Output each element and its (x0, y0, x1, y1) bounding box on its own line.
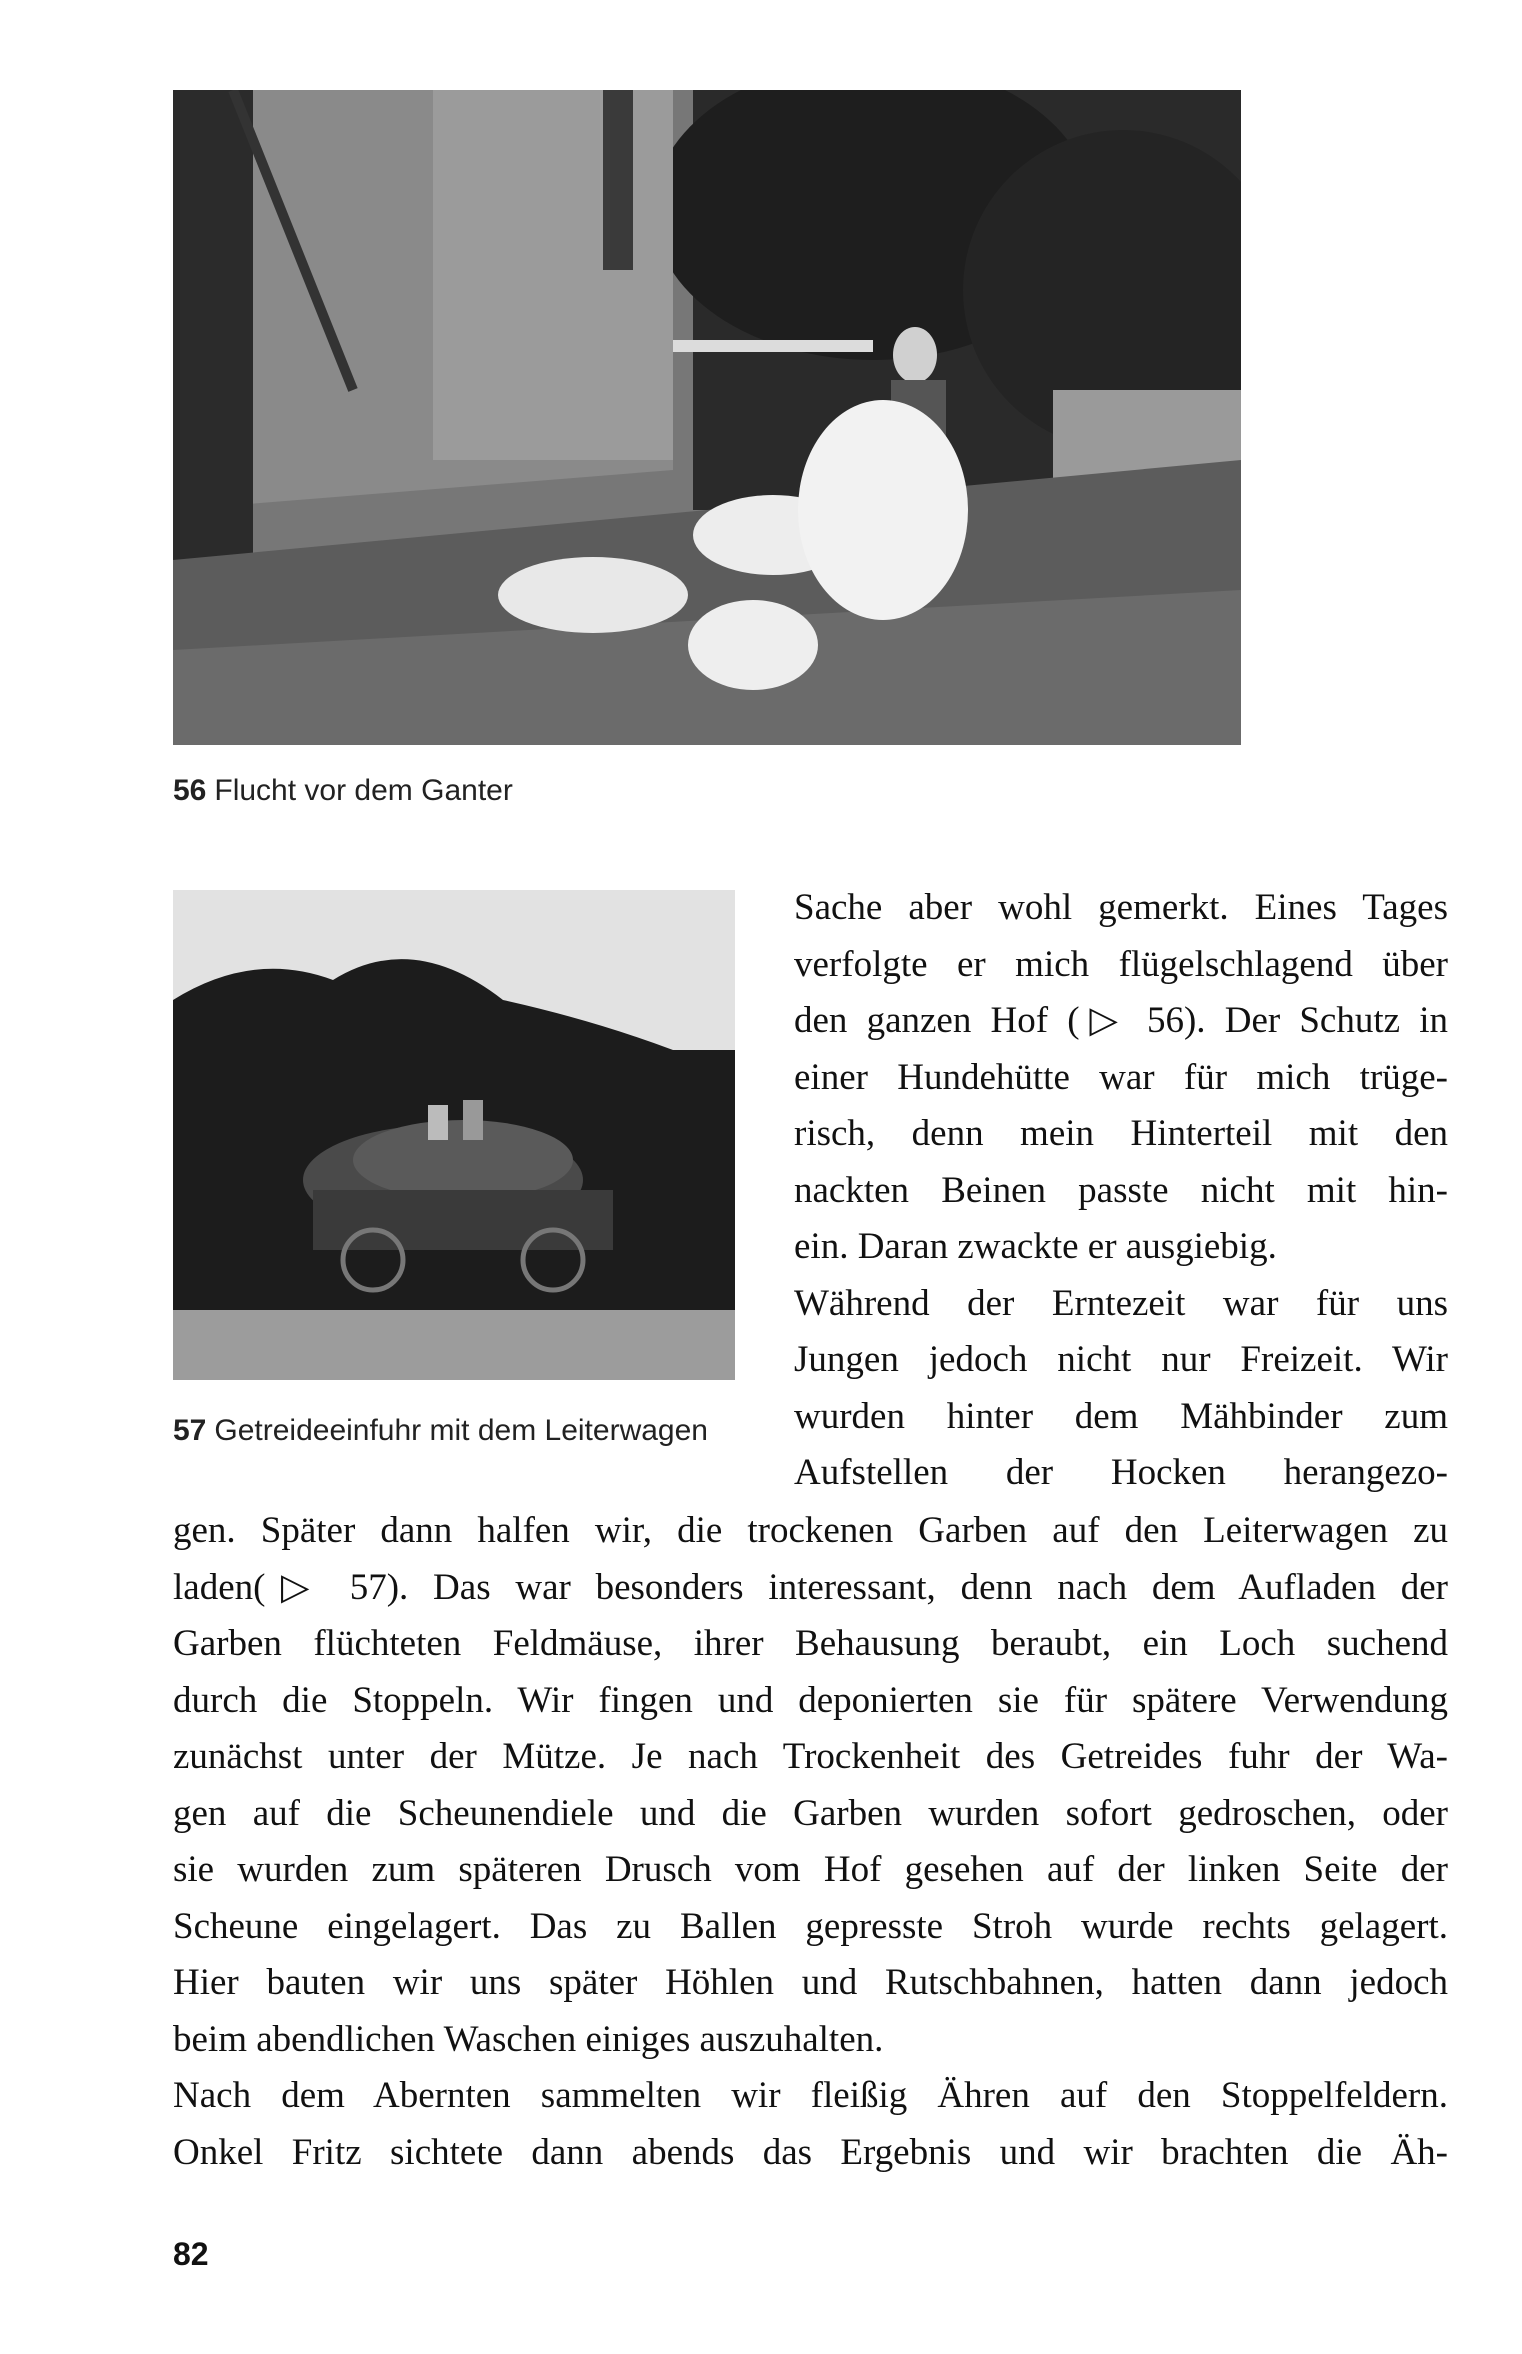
text-line: einer Hundehütte war für mich trüge- (794, 1056, 1448, 1098)
page-number: 82 (173, 2236, 209, 2272)
photo-geese-chase (173, 90, 1241, 745)
text-line: den ganzen Hof (▷ 56). Der Schutz in (794, 1000, 1448, 1041)
text-line: Garben flüchteten Feldmäuse, ihrer Behausung beraubt, ein Loch suchend (173, 1623, 1448, 1664)
text-line: laden(▷ 57). Das war besonders interessant, denn nach dem Aufladen der (173, 1566, 1448, 1608)
text-line: Sache aber wohl gemerkt. Eines Tages (794, 887, 1448, 928)
text-line: zunächst unter der Mütze. Je nach Trockenheit des Getreides fuhr der Wa- (173, 1736, 1448, 1777)
caption-text: Getreideeinfuhr mit dem Leiterwagen (214, 1414, 708, 1447)
figure-number: 56 (173, 774, 207, 807)
text-line: sie wurden zum späteren Drusch vom Hof gesehen auf der linken Seite der (173, 1849, 1448, 1890)
text-line: durch die Stoppeln. Wir fingen und deponierten sie für spätere Verwendung (173, 1679, 1448, 1721)
text-line: Während der Erntezeit war für uns (794, 1282, 1448, 1324)
text-line: gen. Später dann halfen wir, die trockenen Garben auf den Leiterwagen zu (173, 1510, 1448, 1551)
text-line: Scheune eingelagert. Das zu Ballen gepresste Stroh wurde rechts gelagert. (173, 1905, 1448, 1947)
text-line: Onkel Fritz sichtete dann abends das Ergebnis und wir brachten die Äh- (173, 2131, 1448, 2173)
body-text-full-width (173, 1503, 1448, 2181)
text-line: verfolgte er mich flügelschlagend über (794, 943, 1448, 985)
photo-grain-wagon (173, 890, 735, 1380)
body-text-right-column (794, 880, 1448, 1502)
figure-57-caption (173, 1413, 708, 1449)
text-line: Hier bauten wir uns später Höhlen und Rutschbahnen, hatten dann jedoch (173, 1962, 1448, 2003)
text-line: ein. Daran zwackte er ausgiebig. (794, 1226, 1277, 1267)
text-line: Jungen jedoch nicht nur Freizeit. Wir (794, 1339, 1448, 1380)
text-line: gen auf die Scheunendiele und die Garben wurden sofort gedroschen, oder (173, 1792, 1448, 1834)
text-line: wurden hinter dem Mähbinder zum (794, 1395, 1448, 1437)
text-line: Nach dem Abernten sammelten wir fleißig Ähren auf den Stoppelfeldern. (173, 2075, 1448, 2116)
text-line: beim abendlichen Waschen einiges auszuhalten. (173, 2018, 884, 2060)
figure-56-caption (173, 773, 513, 809)
figure-number: 57 (173, 1414, 207, 1447)
text-line: nackten Beinen passte nicht mit hin- (794, 1169, 1448, 1211)
text-line: risch, denn mein Hinterteil mit den (794, 1113, 1448, 1154)
caption-text: Flucht vor dem Ganter (214, 774, 513, 807)
text-line: Aufstellen der Hocken herangezo- (794, 1452, 1448, 1493)
